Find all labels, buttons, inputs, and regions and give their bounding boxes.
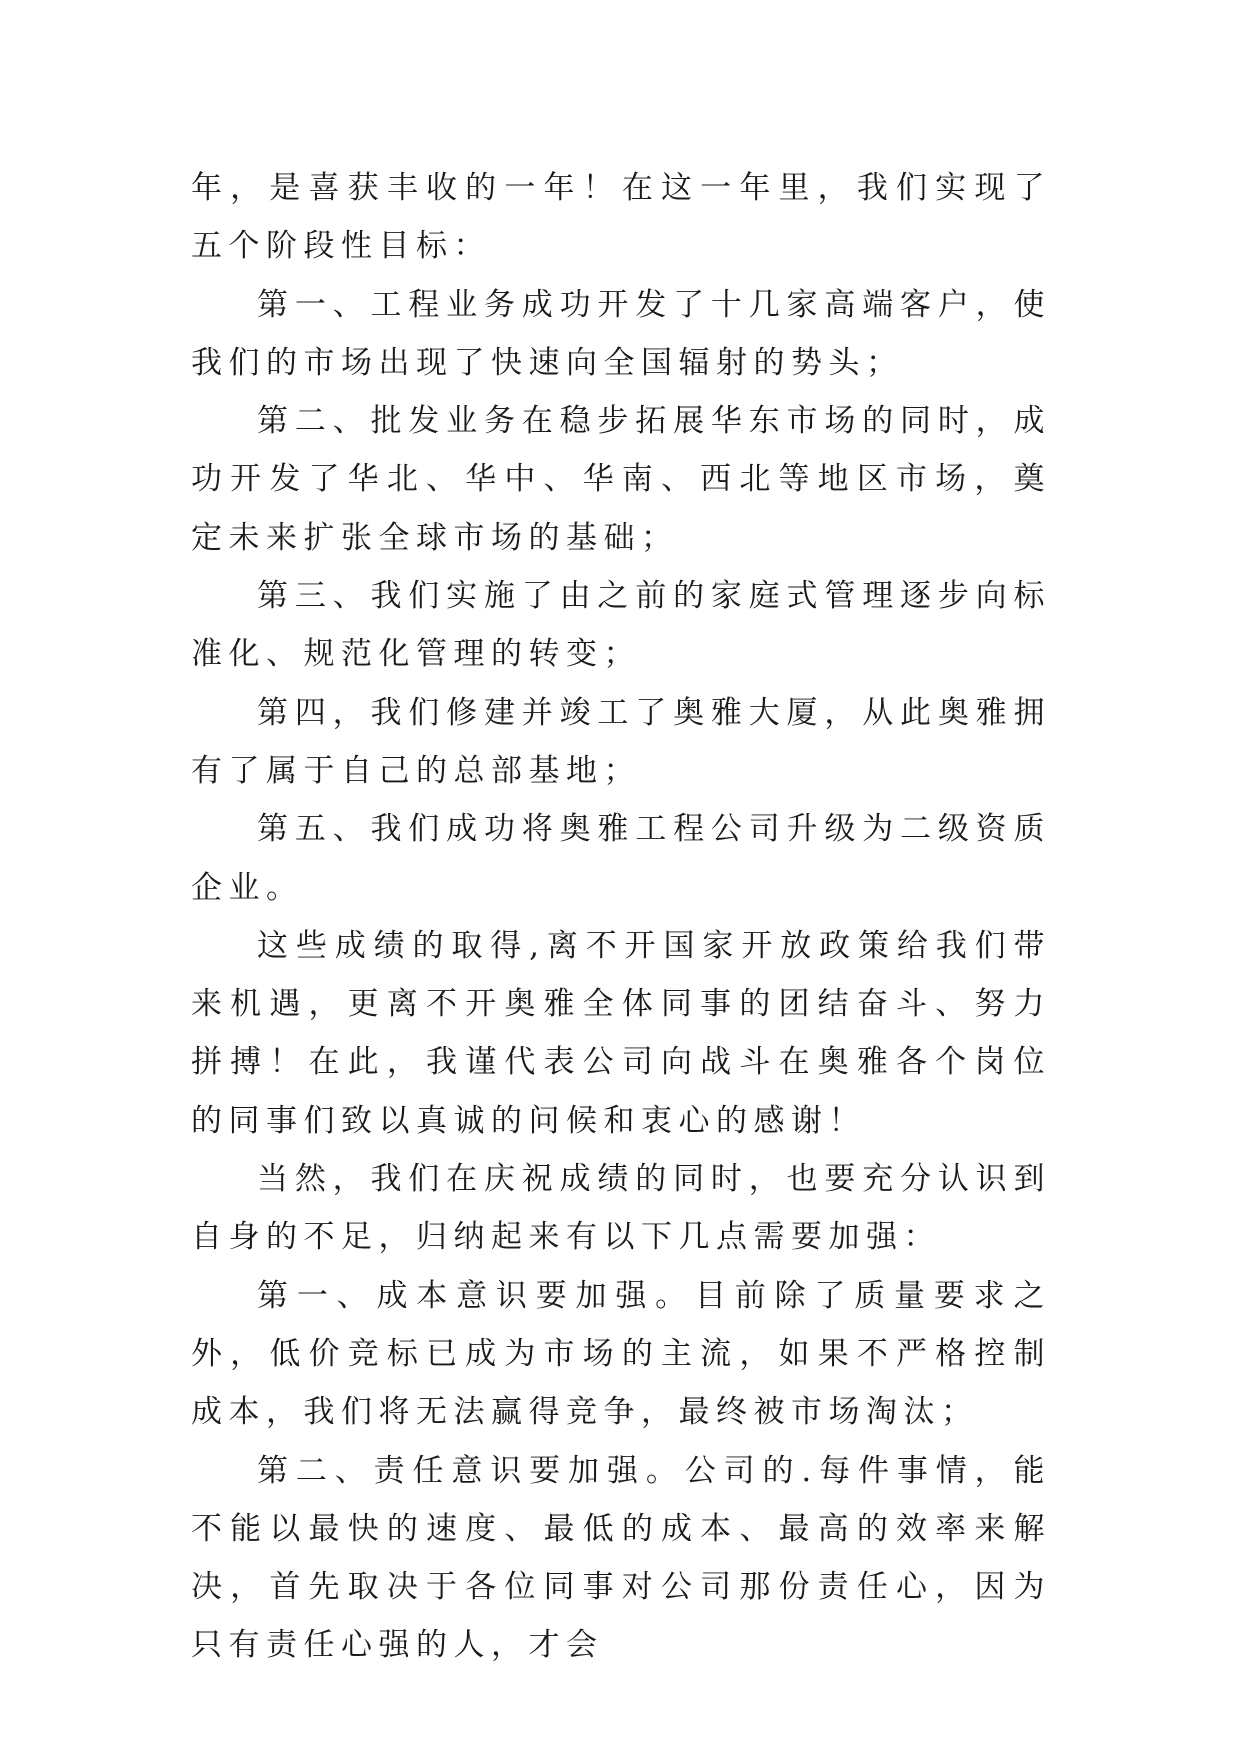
paragraph-intro: 年，是喜获丰收的一年！在这一年里，我们实现了五个阶段性目标： <box>191 170 1051 265</box>
paragraph-goal-4: 第四，我们修建并竣工了奥雅大厦，从此奥雅拥有了属于自己的总部基地； <box>191 694 1051 789</box>
paragraph-goal-3: 第三、我们实施了由之前的家庭式管理逐步向标准化、规范化管理的转变； <box>191 578 1051 673</box>
paragraph-cost-awareness: 第一、成本意识要加强。目前除了质量要求之外，低价竞标已成为市场的主流，如果不严格控制成本，我们将无法赢得竞争，最终被市场淘汰； <box>191 1277 1051 1431</box>
document-body <box>191 159 1051 1675</box>
paragraph-responsibility: 第二、责任意识要加强。公司的.每件事情，能不能以最快的速度、最低的成本、最高的效率来解决，首先取决于各位同事对公司那份责任心，因为只有责任心强的人，才会 <box>191 1452 1051 1664</box>
paragraph-goal-5: 第五、我们成功将奥雅工程公司升级为二级资质企业。 <box>191 811 1051 906</box>
paragraph-shortcomings: 当然，我们在庆祝成绩的同时，也要充分认识到自身的不足，归纳起来有以下几点需要加强： <box>191 1161 1051 1256</box>
paragraph-goal-1: 第一、工程业务成功开发了十几家高端客户，使我们的市场出现了快速向全国辐射的势头； <box>191 286 1051 381</box>
paragraph-thanks: 这些成绩的取得,离不开国家开放政策给我们带来机遇，更离不开奥雅全体同事的团结奋斗、努力拼搏！在此，我谨代表公司向战斗在奥雅各个岗位的同事们致以真诚的问候和衷心的感谢！ <box>191 927 1051 1139</box>
paragraph-goal-2: 第二、批发业务在稳步拓展华东市场的同时，成功开发了华北、华中、华南、西北等地区市场，奠定未来扩张全球市场的基础； <box>191 403 1051 556</box>
